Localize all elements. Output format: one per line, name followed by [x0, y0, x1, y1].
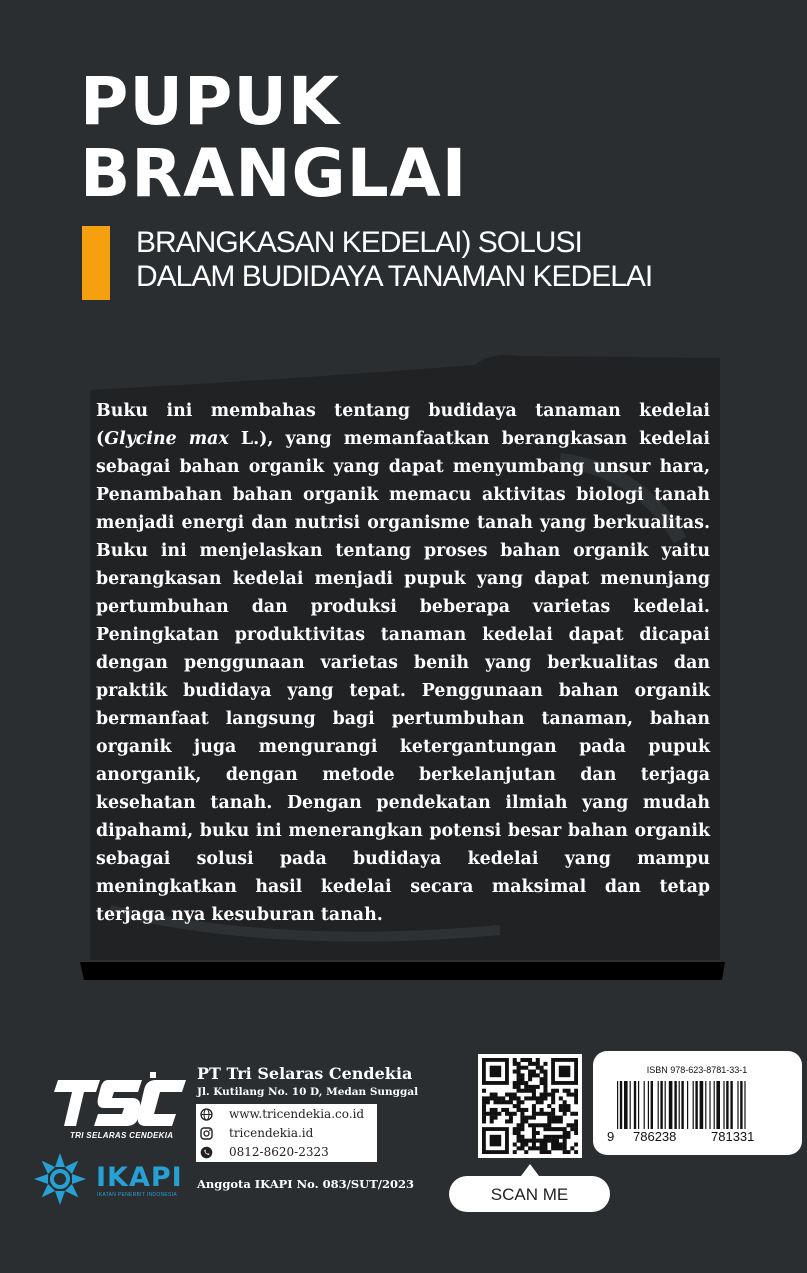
- back-cover-blurb: [96, 397, 710, 929]
- barcode-bars: [617, 1081, 782, 1131]
- ikapi-subtitle: IKATAN PENERBIT INDONESIA: [97, 1192, 178, 1198]
- barcode-digit-first: 9: [607, 1129, 615, 1144]
- publisher-contacts: [196, 1104, 377, 1162]
- blurb-species-name: Glycine max: [104, 429, 229, 449]
- contact-website-text: www.tricendekia.co.id: [229, 1107, 365, 1121]
- ikapi-wordmark: IKAPI: [96, 1162, 183, 1193]
- blurb-intro: Buku ini membahas tentang budidaya tanaman kedelai (: [96, 401, 710, 449]
- contact-website[interactable]: [196, 1105, 377, 1124]
- qr-code-pattern: [482, 1058, 578, 1154]
- globe-icon: [200, 1108, 213, 1121]
- contact-instagram-text: tricendekia.id: [229, 1126, 314, 1140]
- book-subtitle-line-2: DALAM BUDIDAYA TANAMAN KEDELAI: [136, 260, 653, 293]
- publisher-address: Jl. Kutilang No. 10 D, Medan Sunggal: [197, 1086, 419, 1098]
- book-subtitle-line-1: BRANGKASAN KEDELAI) SOLUSI: [136, 226, 582, 259]
- publisher-logo-caption: TRI SELARAS CENDEKIA: [70, 1131, 174, 1140]
- scan-pointer: [521, 1164, 539, 1176]
- accent-bar: [82, 226, 110, 300]
- book-subtitle: [136, 226, 652, 294]
- barcode-digits-left: 786238: [633, 1129, 677, 1144]
- contact-whatsapp-text: 0812-8620-2323: [229, 1145, 329, 1159]
- ikapi-membership: Anggota IKAPI No. 083/SUT/2023: [197, 1177, 414, 1191]
- contact-instagram[interactable]: [196, 1124, 377, 1143]
- book-title-line-1: PUPUK: [80, 63, 341, 140]
- publisher-name: PT Tri Selaras Cendekia: [197, 1064, 413, 1083]
- barcode-digits-right: 781331: [711, 1129, 755, 1144]
- contact-whatsapp[interactable]: [196, 1143, 377, 1162]
- scan-me-button[interactable]: SCAN ME: [449, 1176, 610, 1212]
- ikapi-logo-icon: [30, 1150, 90, 1208]
- isbn-barcode: [593, 1051, 802, 1155]
- instagram-icon: [200, 1127, 213, 1140]
- isbn-label: ISBN 978-623-8781-33-1: [646, 1065, 748, 1075]
- whatsapp-icon: [200, 1146, 213, 1159]
- book-title-line-2: BRANGLAI: [80, 135, 468, 212]
- qr-code[interactable]: [478, 1054, 582, 1158]
- book-title: [80, 63, 468, 212]
- blurb-body: L.), yang memanfaatkan berangkasan kedelai sebagai bahan organik yang dapat menyumbang unsur hara, Penambahan bahan organik memacu aktivitas biologi tanah menjadi energi dan nutrisi organisme tanah yang berkualitas. Buku ini menjelaskan tentang proses bahan organik yaitu berangkasan kedelai menjadi pupuk yang dapat menunjang pertumbuhan dan produksi beberapa varietas kedelai. Peningkatan produktivitas tanaman kedelai dapat dicapai dengan penggunaan varietas benih yang berkualitas dan praktik budidaya yang tepat. Penggunaan bahan organik bermanfaat langsung bagi pertumbuhan tanaman, bahan organik juga mengurangi ketergantungan pada pupuk anorganik, dengan metode berkelanjutan dan terjaga kesehatan tanah. Dengan pendekatan ilmiah yang mudah dipahami, buku ini menerangkan potensi besar bahan organik sebagai solusi pada budidaya kedelai yang mampu meningkatkan hasil kedelai secara maksimal dan tetap terjaga nya kesuburan tanah.: [96, 429, 710, 925]
